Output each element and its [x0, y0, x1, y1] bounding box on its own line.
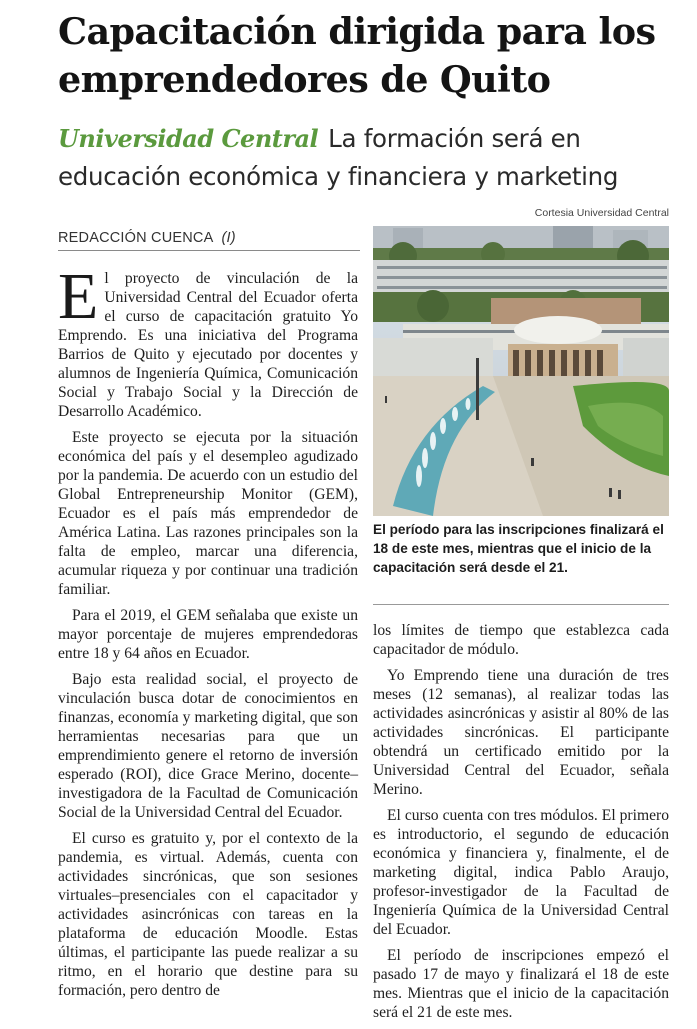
subheadline — [58, 120, 688, 196]
subheadline-text: La formación será en educación económica y financiera y marketing — [58, 124, 619, 191]
byline-mark: (I) — [221, 230, 236, 246]
paragraph-left-2: Para el 2019, el GEM señalaba que existe un mayor porcentaje de mujeres emprendedoras entre 18 y 64 años en Ecuador. — [58, 607, 358, 662]
dropcap: E — [58, 260, 99, 333]
article-column-left — [58, 260, 358, 1007]
lead-paragraph — [58, 260, 358, 421]
paragraph-left-3: Bajo esta realidad social, el proyecto de vinculación busca dotar de conocimientos en finanzas, economía y marketing digital, que son herramientas necesarias para que un emprendimiento genere el retorno de inversión esperado (ROI), dice Grace Merino, docente–investigadora de la Facultad de Comunicación Social de la Universidad Central del Ecuador. — [58, 671, 358, 821]
article-column-right — [373, 621, 669, 1029]
photo-credit: Cortesia Universidad Central — [534, 207, 669, 219]
kicker-universidad-central: Universidad Central — [58, 124, 319, 153]
paragraph-right-1: Yo Emprendo tiene una duración de tres meses (12 semanas), al realizar todas las actividades asincrónicas y asistir al 80% de las actividades sincrónicas. El participante obtendrá un certificado emitido por la Universidad Central del Ecuador, señala Merino. — [373, 667, 669, 798]
paragraph-right-3: El período de inscripciones empezó el pasado 17 de mayo y finalizará el 18 de este mes. Mientras que el inicio de la capacitación será el 21 de este mes. — [373, 947, 669, 1021]
paragraph-left-4: El curso es gratuito y, por el contexto de la pandemia, es virtual. Además, cuenta con actividades sincrónicas, que son sesiones virtuales–presenciales con el capacitador y actividades asincrónicas con tareas en la plataforma de educación Moodle. Estas últimas, el participante las puede realizar a su ritmo, en el horario que destine para su formación, pero dentro de — [58, 830, 358, 999]
paragraph-right-2: El curso cuenta con tres módulos. El primero es introductorio, el segundo de educación económica y financiera y, finalmente, el de marketing digital, indica Pablo Araujo, profesor-investigador de la Facultad de Ingeniería Química de la Universidad Central del Ecuador. — [373, 807, 669, 938]
photo-caption: El período para las inscripciones finalizará el 18 de este mes, mientras que el inicio de la capacitación será desde el 21. — [373, 522, 664, 575]
byline — [58, 230, 360, 251]
byline-author: REDACCIÓN CUENCA — [58, 230, 214, 246]
campus-photo-illustration — [373, 226, 669, 516]
caption-divider — [373, 604, 669, 605]
paragraph-right-continuation: los límites de tiempo que establezca cada capacitador de módulo. — [373, 622, 669, 658]
campus-photo — [373, 226, 669, 516]
lead-paragraph-text: l proyecto de vinculación de la Universidad Central del Ecuador oferta el curso de capacitación gratuito Yo Emprendo. Es una iniciativa del Programa Barrios de Quito y ejecutado por docentes y alumnos de Ingeniería Química, Comunicación Social y Trabajo Social y la Dirección de Desarrollo Académico. — [58, 270, 358, 420]
headline: Capacitación dirigida para los emprendedores de Quito — [58, 10, 656, 101]
paragraph-left-1: Este proyecto se ejecuta por la situación económica del país y el desempleo agudizado por la pandemia. De acuerdo con un estudio del Global Entrepreneurship Monitor (GEM), Ecuador es el país más emprendedor de América Latina. Las razones principales son la falta de empleo, marcar una diferencia, acumular riqueza y por continuar una tradición familiar. — [58, 429, 358, 598]
